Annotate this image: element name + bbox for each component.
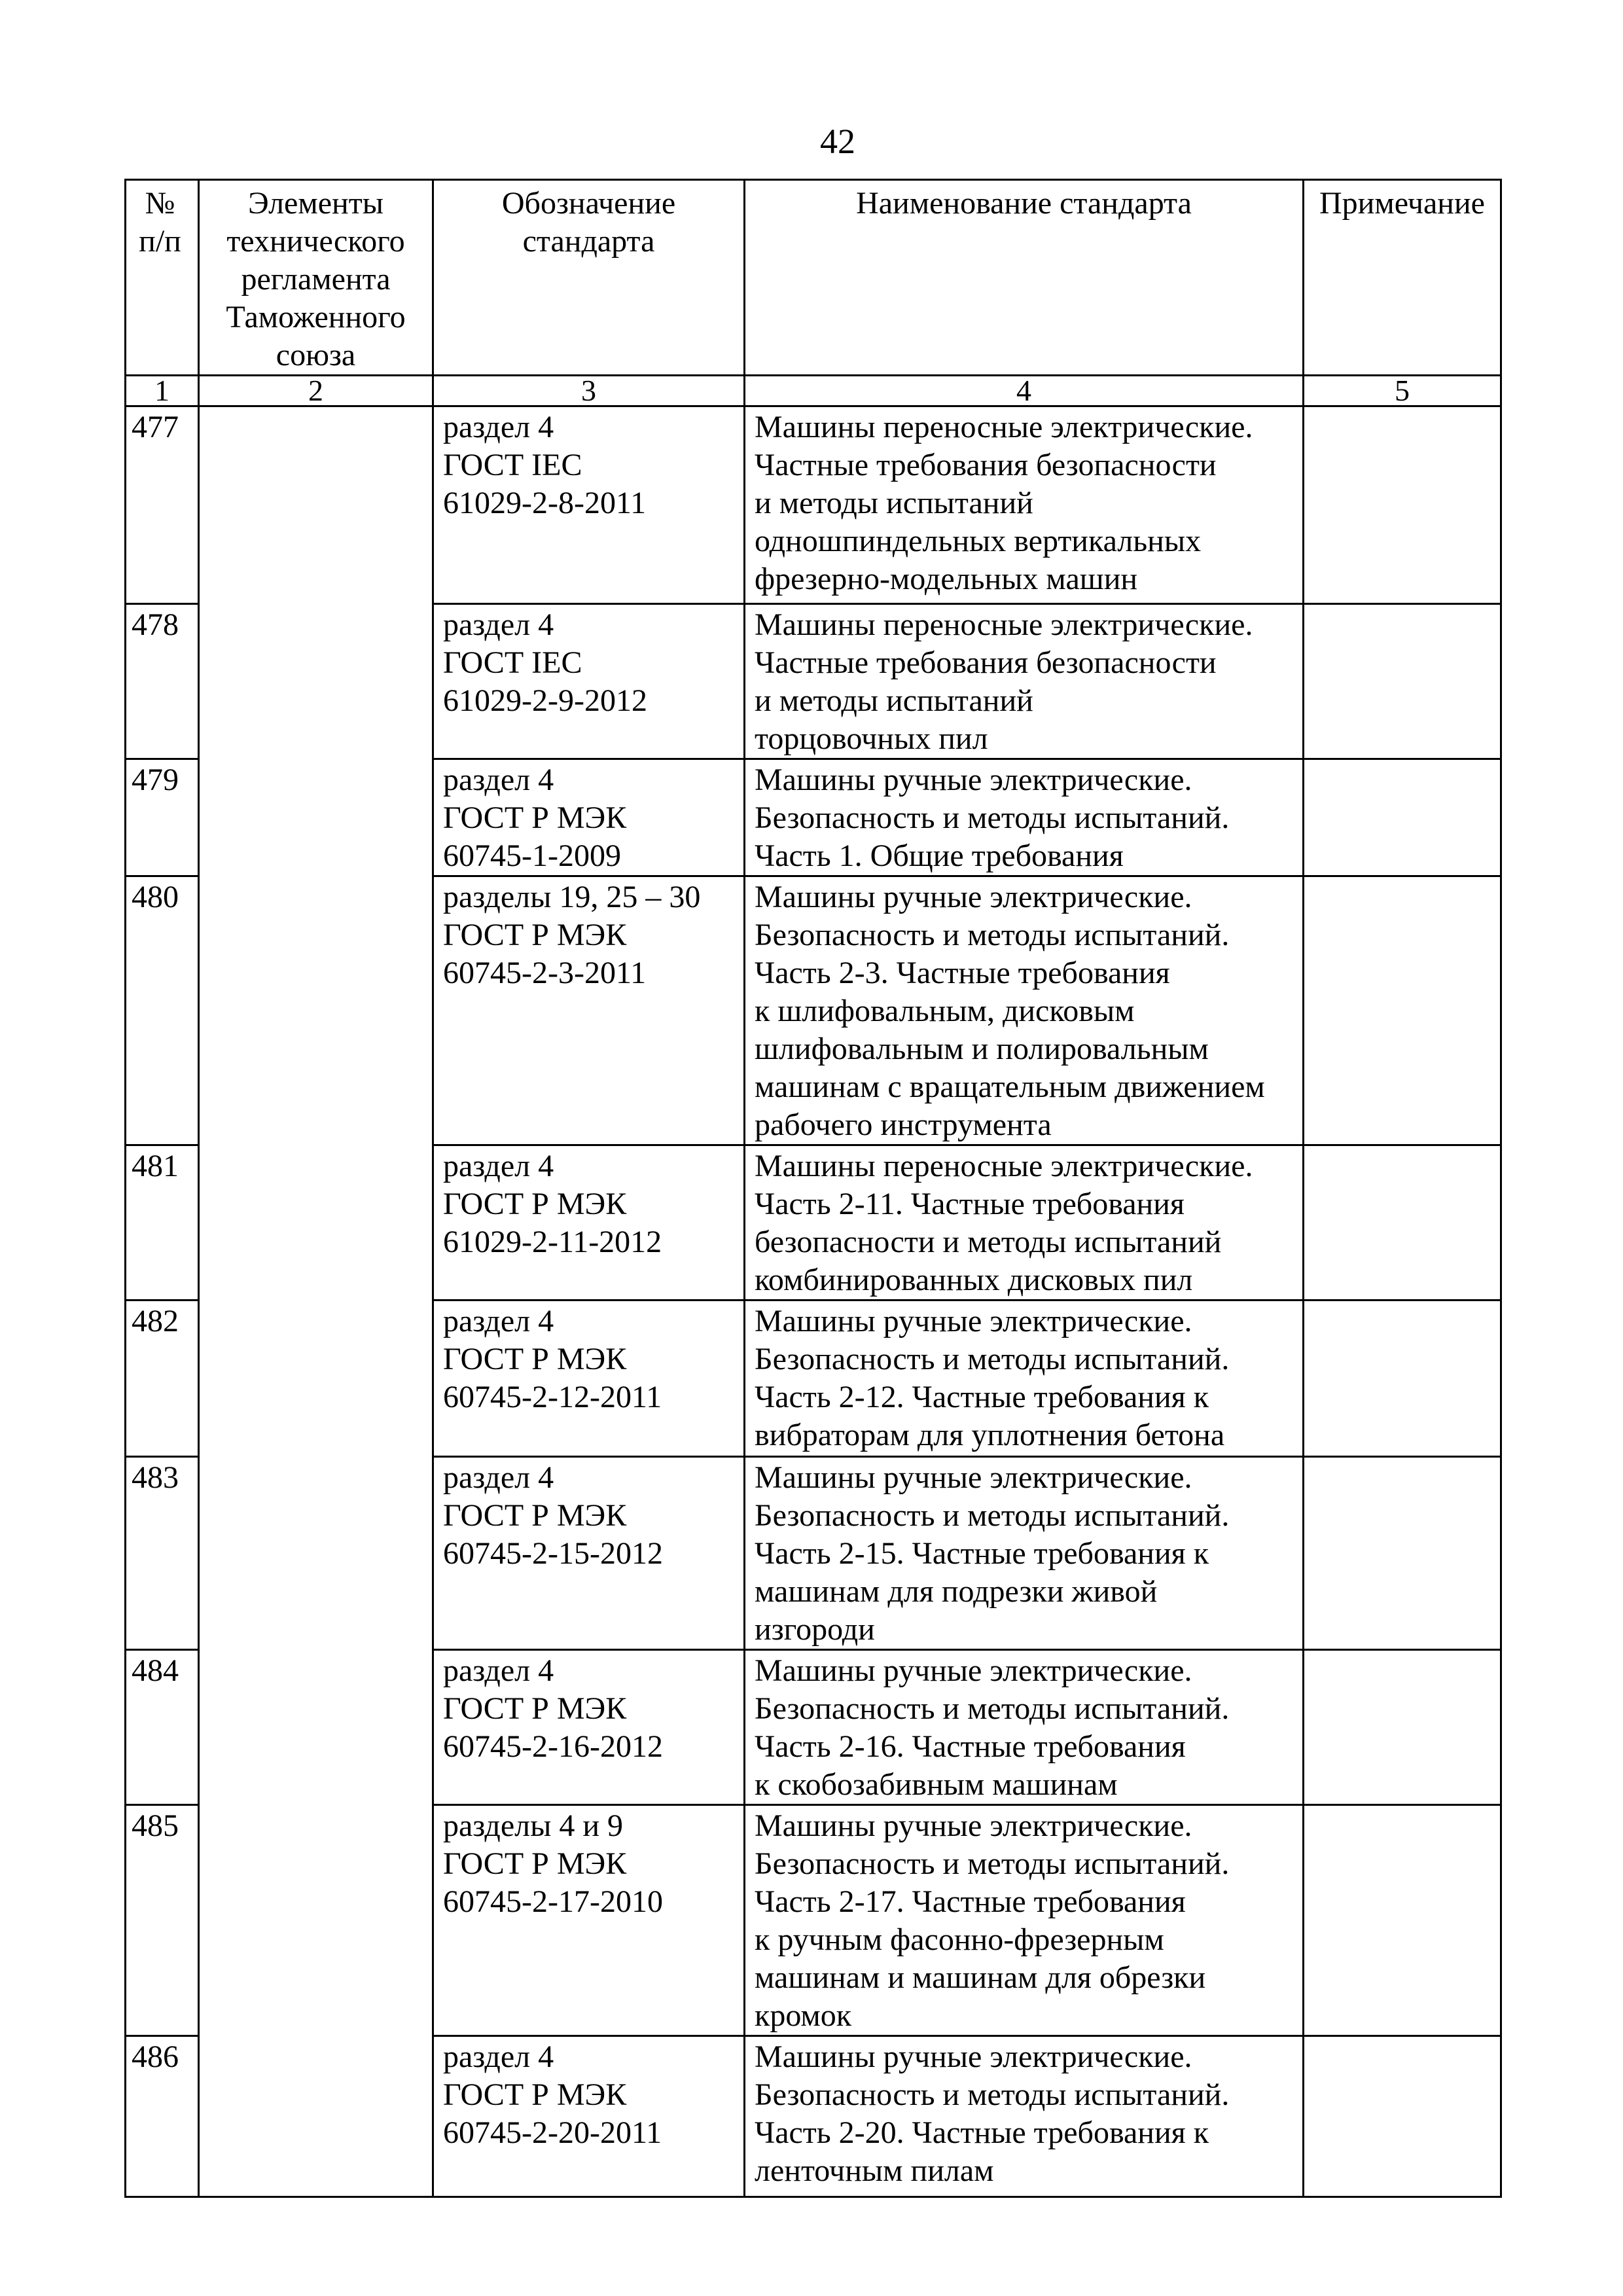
- standard-designation: [433, 1300, 745, 1457]
- text-line: раздел 4: [443, 762, 554, 797]
- text-line: машинам и машинам для обрезки: [755, 1960, 1206, 1995]
- text-line: ГОСТ Р МЭК: [443, 918, 627, 952]
- note-cell: [1304, 876, 1501, 1145]
- note-cell: [1304, 759, 1501, 876]
- header-designation: [433, 180, 745, 376]
- text-line: 60745-1-2009: [443, 838, 621, 873]
- standard-name: [745, 604, 1304, 759]
- text-line: регламента: [241, 262, 391, 296]
- text-line: Часть 2-20. Частные требования к: [755, 2115, 1209, 2150]
- text-line: раздел 4: [443, 410, 554, 444]
- standard-designation: [433, 1145, 745, 1300]
- text-line: раздел 4: [443, 2039, 554, 2074]
- text-line: 60745-2-16-2012: [443, 1729, 663, 1764]
- text-line: Машины переносные электрические.: [755, 607, 1253, 642]
- header-number: [126, 180, 199, 376]
- text-line: Машины ручные электрические.: [755, 762, 1192, 797]
- text-line: 60745-2-17-2010: [443, 1884, 663, 1919]
- row-number: 479: [126, 759, 199, 876]
- text-line: Наименование стандарта: [856, 186, 1192, 221]
- text-line: к шлифовальным, дисковым: [755, 994, 1135, 1028]
- text-line: ГОСТ Р МЭК: [443, 1187, 627, 1221]
- text-line: Машины ручные электрические.: [755, 1460, 1192, 1495]
- page-number: 42: [820, 122, 855, 161]
- text-line: ГОСТ Р МЭК: [443, 1846, 627, 1881]
- standard-designation: [433, 876, 745, 1145]
- text-line: Безопасность и методы испытаний.: [755, 1498, 1230, 1533]
- standard-name: [745, 2036, 1304, 2197]
- text-line: Безопасность и методы испытаний.: [755, 918, 1230, 952]
- table-row: [126, 406, 1501, 604]
- text-line: раздел 4: [443, 607, 554, 642]
- text-line: раздел 4: [443, 1149, 554, 1183]
- standard-name: [745, 876, 1304, 1145]
- row-number: 481: [126, 1145, 199, 1300]
- text-line: безопасности и методы испытаний: [755, 1225, 1222, 1259]
- text-line: рабочего инструмента: [755, 1107, 1052, 1142]
- header-elements: [199, 180, 433, 376]
- standards-table: [124, 179, 1502, 2198]
- text-line: фрезерно-модельных машин: [755, 562, 1138, 596]
- row-number: 486: [126, 2036, 199, 2197]
- text-line: ГОСТ Р МЭК: [443, 800, 627, 835]
- note-cell: [1304, 1805, 1501, 2036]
- text-line: изгороди: [755, 1612, 875, 1647]
- text-line: Машины ручные электрические.: [755, 1653, 1192, 1688]
- row-number: 485: [126, 1805, 199, 2036]
- text-line: раздел 4: [443, 1460, 554, 1495]
- column-number: 1: [126, 376, 199, 406]
- column-number-row: [126, 376, 1501, 406]
- text-line: кромок: [755, 1998, 852, 2033]
- text-line: Часть 2-16. Частные требования: [755, 1729, 1186, 1764]
- text-line: Машины ручные электрические.: [755, 1304, 1192, 1338]
- header-note: [1304, 180, 1501, 376]
- header-standard-name: [745, 180, 1304, 376]
- text-line: Элементы: [248, 186, 383, 221]
- text-line: Примечание: [1319, 186, 1485, 221]
- standard-designation: [433, 2036, 745, 2197]
- header-row: [126, 180, 1501, 376]
- text-line: №: [145, 186, 175, 221]
- column-number: 4: [745, 376, 1304, 406]
- row-number: 477: [126, 406, 199, 604]
- text-line: 60745-2-3-2011: [443, 956, 647, 990]
- text-line: Машины переносные электрические.: [755, 1149, 1253, 1183]
- text-line: и методы испытаний: [755, 683, 1033, 718]
- standard-designation: [433, 1457, 745, 1650]
- text-line: технического: [226, 224, 405, 259]
- text-line: одношпиндельных вертикальных: [755, 524, 1202, 558]
- text-line: 60745-2-15-2012: [443, 1536, 663, 1571]
- elements-cell-merged: [199, 406, 433, 2197]
- note-cell: [1304, 1650, 1501, 1805]
- standard-designation: [433, 406, 745, 604]
- row-number: 482: [126, 1300, 199, 1457]
- text-line: союза: [276, 338, 356, 372]
- text-line: 60745-2-20-2011: [443, 2115, 662, 2150]
- text-line: к ручным фасонно-фрезерным: [755, 1922, 1164, 1957]
- text-line: комбинированных дисковых пил: [755, 1263, 1193, 1297]
- text-line: Часть 2-12. Частные требования к: [755, 1380, 1209, 1414]
- note-cell: [1304, 1300, 1501, 1457]
- note-cell: [1304, 1145, 1501, 1300]
- text-line: 61029-2-11-2012: [443, 1225, 662, 1259]
- text-line: Машины переносные электрические.: [755, 410, 1253, 444]
- text-line: Безопасность и методы испытаний.: [755, 1342, 1230, 1376]
- text-line: Частные требования безопасности: [755, 645, 1217, 680]
- text-line: 61029-2-9-2012: [443, 683, 647, 718]
- standard-designation: [433, 1805, 745, 2036]
- text-line: Безопасность и методы испытаний.: [755, 1691, 1230, 1726]
- standard-name: [745, 1650, 1304, 1805]
- text-line: Часть 2-17. Частные требования: [755, 1884, 1186, 1919]
- standard-name: [745, 759, 1304, 876]
- note-cell: [1304, 1457, 1501, 1650]
- text-line: Часть 2-11. Частные требования: [755, 1187, 1185, 1221]
- text-line: шлифовальным и полировальным: [755, 1031, 1209, 1066]
- text-line: Машины ручные электрические.: [755, 2039, 1192, 2074]
- text-line: ГОСТ IEC: [443, 645, 582, 680]
- standard-name: [745, 1300, 1304, 1457]
- text-line: Машины ручные электрические.: [755, 880, 1192, 914]
- text-line: раздел 4: [443, 1304, 554, 1338]
- text-line: п/п: [139, 224, 181, 259]
- text-line: стандарта: [522, 224, 655, 259]
- standard-name: [745, 1457, 1304, 1650]
- text-line: Часть 2-15. Частные требования к: [755, 1536, 1209, 1571]
- note-cell: [1304, 406, 1501, 604]
- row-number: 484: [126, 1650, 199, 1805]
- text-line: Частные требования безопасности: [755, 448, 1217, 482]
- row-number: 483: [126, 1457, 199, 1650]
- text-line: машинам с вращательным движением: [755, 1069, 1265, 1104]
- standard-name: [745, 406, 1304, 604]
- standard-designation: [433, 1650, 745, 1805]
- text-line: Безопасность и методы испытаний.: [755, 2077, 1230, 2112]
- text-line: Часть 1. Общие требования: [755, 838, 1124, 873]
- text-line: вибраторам для уплотнения бетона: [755, 1418, 1225, 1452]
- text-line: ГОСТ IEC: [443, 448, 582, 482]
- note-cell: [1304, 2036, 1501, 2197]
- text-line: ГОСТ Р МЭК: [443, 1691, 627, 1726]
- text-line: разделы 4 и 9: [443, 1808, 624, 1843]
- column-number: 2: [199, 376, 433, 406]
- text-line: ленточным пилам: [755, 2153, 994, 2188]
- row-number: 478: [126, 604, 199, 759]
- standard-designation: [433, 759, 745, 876]
- row-number: 480: [126, 876, 199, 1145]
- text-line: ГОСТ Р МЭК: [443, 2077, 627, 2112]
- text-line: торцовочных пил: [755, 721, 988, 756]
- column-number: 5: [1304, 376, 1501, 406]
- text-line: Безопасность и методы испытаний.: [755, 800, 1230, 835]
- text-line: Машины ручные электрические.: [755, 1808, 1192, 1843]
- text-line: Часть 2-3. Частные требования: [755, 956, 1170, 990]
- text-line: машинам для подрезки живой: [755, 1574, 1158, 1609]
- standard-name: [745, 1805, 1304, 2036]
- text-line: 61029-2-8-2011: [443, 486, 647, 520]
- column-number: 3: [433, 376, 745, 406]
- text-line: и методы испытаний: [755, 486, 1033, 520]
- text-line: 60745-2-12-2011: [443, 1380, 662, 1414]
- text-line: раздел 4: [443, 1653, 554, 1688]
- text-line: Обозначение: [501, 186, 676, 221]
- text-line: Безопасность и методы испытаний.: [755, 1846, 1230, 1881]
- standard-name: [745, 1145, 1304, 1300]
- text-line: разделы 19, 25 – 30: [443, 880, 701, 914]
- text-line: к скобозабивным машинам: [755, 1767, 1118, 1802]
- standard-designation: [433, 604, 745, 759]
- text-line: ГОСТ Р МЭК: [443, 1342, 627, 1376]
- text-line: Таможенного: [226, 300, 406, 334]
- note-cell: [1304, 604, 1501, 759]
- text-line: ГОСТ Р МЭК: [443, 1498, 627, 1533]
